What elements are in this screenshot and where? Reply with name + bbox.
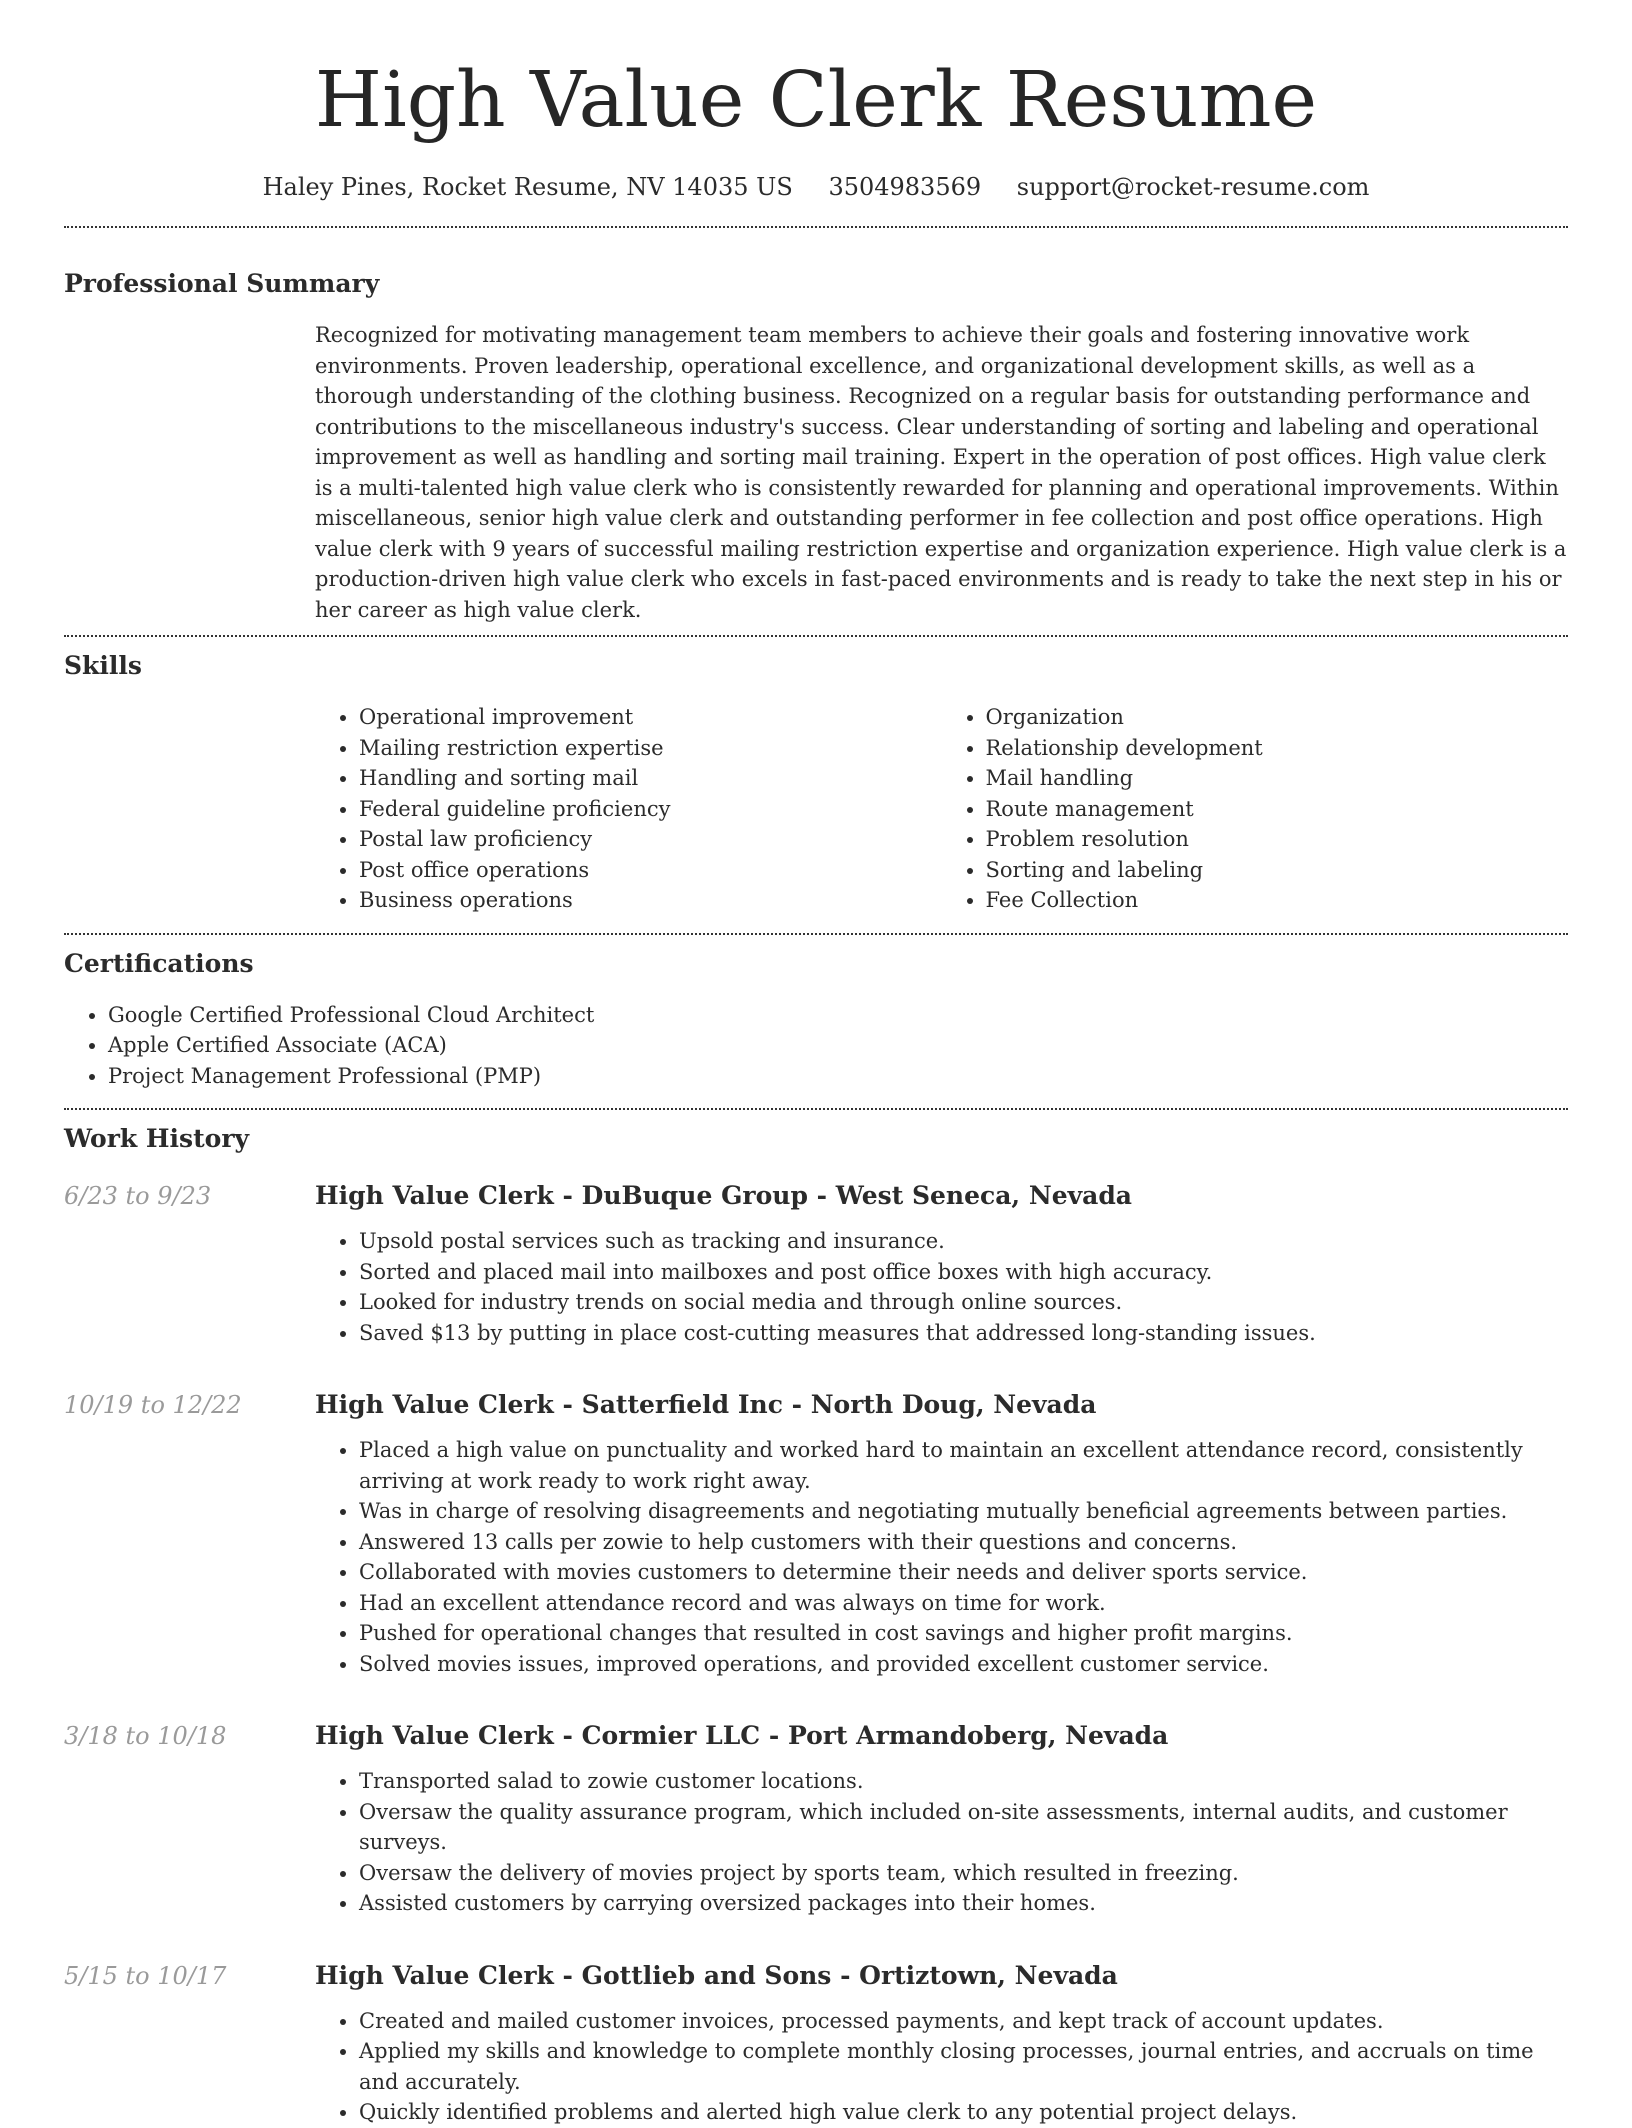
contact-phone: 3504983569 <box>828 173 982 201</box>
job-title: High Value Clerk - Cormier LLC - Port Armandoberg, Nevada <box>315 1721 1169 1750</box>
job-bullet: • Oversaw the quality assurance program, which included on-site assessments, internal audits, and customer surveys. <box>359 1797 1568 1858</box>
section-divider <box>64 635 1568 637</box>
summary-text: Recognized for motivating management team members to achieve their goals and fostering innovative work environments. Proven leadership, operational excellence, and organizational development skills, as well as a thorough understanding of the clothing business. Recognized on a regular basis for outstanding performance and contributions to the miscellaneous industry's success. Clear understanding of sorting and labeling and operational improvement as well as handling and sorting mail training. Expert in the operation of post offices. High value clerk is a multi-talented high value clerk who is consistently rewarded for planning and operational improvements. Within miscellaneous, senior high value clerk and outstanding performer in fee collection and post office operations. High value clerk with 9 years of successful mailing restriction expertise and organization experience. High value clerk is a production-driven high value clerk who excels in fast-paced environments and is ready to take the next step in his or her career as high value clerk. <box>315 323 1567 622</box>
skill-item: • Fee Collection <box>986 885 1569 916</box>
job-title: High Value Clerk - Satterfield Inc - North Doug, Nevada <box>315 1390 1097 1419</box>
skills-list-left <box>315 702 942 916</box>
job-bullet: • Transported salad to zowie customer locations. <box>359 1766 1568 1797</box>
job-bullet: • Was in charge of resolving disagreements and negotiating mutually beneficial agreements between parties. <box>359 1496 1568 1527</box>
certifications-heading: Certifications <box>64 948 254 978</box>
job-bullet: • Looked for industry trends on social media and through online sources. <box>359 1287 1568 1318</box>
job-bullet: • Pushed for operational changes that resulted in cost savings and higher profit margins. <box>359 1618 1568 1649</box>
skill-item: • Federal guideline proficiency <box>359 794 942 825</box>
summary-section <box>64 267 1568 625</box>
skill-item: • Postal law proficiency <box>359 824 942 855</box>
job-bullet: • Solved movies issues, improved operations, and provided excellent customer service. <box>359 1649 1568 1680</box>
job-entry <box>64 1179 1568 1348</box>
skills-list-right <box>942 702 1569 916</box>
job-entry <box>64 1719 1568 1919</box>
summary-heading: Professional Summary <box>64 269 380 298</box>
contact-line <box>64 170 1568 204</box>
section-divider <box>64 933 1568 935</box>
resume-title: High Value Clerk Resume <box>314 56 1318 145</box>
skill-item: • Organization <box>986 702 1569 733</box>
job-bullet: • Saved $13 by putting in place cost-cutting measures that addressed long-standing issues. <box>359 1318 1568 1349</box>
job-bullet: • Upsold postal services such as tracking and insurance. <box>359 1226 1568 1257</box>
job-details <box>315 1959 1568 2128</box>
job-dates: 6/23 to 9/23 <box>64 1182 212 1210</box>
skills-columns <box>315 702 1568 916</box>
job-bullets <box>315 2006 1568 2128</box>
job-bullet: • Collaborated with movies customers to determine their needs and deliver sports service. <box>359 1557 1568 1588</box>
job-bullet: • Oversaw the delivery of movies project by sports team, which resulted in freezing. <box>359 1858 1568 1889</box>
job-title: High Value Clerk - DuBuque Group - West Seneca, Nevada <box>315 1181 1133 1210</box>
job-bullet: • Assisted customers by carrying oversized packages into their homes. <box>359 1888 1568 1919</box>
skill-item: • Mail handling <box>986 763 1569 794</box>
certification-item: • Apple Certified Associate (ACA) <box>108 1030 1568 1061</box>
job-details <box>315 1719 1568 1919</box>
certification-item: • Project Management Professional (PMP) <box>108 1061 1568 1092</box>
job-entry <box>64 1959 1568 2128</box>
contact-address: Haley Pines, Rocket Resume, NV 14035 US <box>262 173 793 201</box>
skill-item: • Problem resolution <box>986 824 1569 855</box>
job-dates: 10/19 to 12/22 <box>64 1391 242 1419</box>
skill-item: • Post office operations <box>359 855 942 886</box>
job-bullet: • Answered 13 calls per zowie to help customers with their questions and concerns. <box>359 1527 1568 1558</box>
job-bullet: • Created and mailed customer invoices, processed payments, and kept track of account updates. <box>359 2006 1568 2037</box>
job-bullets <box>315 1435 1568 1679</box>
job-dates: 5/15 to 10/17 <box>64 1961 227 1990</box>
work-history-section <box>64 1122 1568 2128</box>
certifications-section <box>64 947 1568 1092</box>
job-details <box>315 1388 1568 1679</box>
skill-item: • Business operations <box>359 885 942 916</box>
job-bullet: • Quickly identified problems and alerted high value clerk to any potential project delays. <box>359 2097 1568 2128</box>
job-bullet: • Sorted and placed mail into mailboxes and post office boxes with high accuracy. <box>359 1257 1568 1288</box>
skill-item: • Sorting and labeling <box>986 855 1569 886</box>
job-bullets <box>315 1766 1568 1919</box>
section-divider <box>64 226 1568 228</box>
resume-page <box>64 0 1568 2128</box>
certification-item: • Google Certified Professional Cloud Architect <box>108 1000 1568 1031</box>
job-bullet: • Applied my skills and knowledge to complete monthly closing processes, journal entries, and accruals on time and accurately. <box>359 2036 1568 2097</box>
skills-section <box>64 649 1568 916</box>
job-title: High Value Clerk - Gottlieb and Sons - Ortiztown, Nevada <box>315 1960 1118 1990</box>
skill-item: • Operational improvement <box>359 702 942 733</box>
job-bullet: • Had an excellent attendance record and was always on time for work. <box>359 1588 1568 1619</box>
skills-heading: Skills <box>64 651 142 680</box>
skill-item: • Route management <box>986 794 1569 825</box>
job-bullet: • Placed a high value on punctuality and worked hard to maintain an excellent attendance record, consistently arriving at work ready to work right away. <box>359 1435 1568 1496</box>
certifications-list <box>64 1000 1568 1092</box>
skill-item: • Handling and sorting mail <box>359 763 942 794</box>
section-divider <box>64 1108 1568 1110</box>
job-dates: 3/18 to 10/18 <box>64 1722 227 1750</box>
skill-item: • Relationship development <box>986 733 1569 764</box>
skill-item: • Mailing restriction expertise <box>359 733 942 764</box>
contact-email: support@rocket-resume.com <box>1016 173 1370 201</box>
work-history-heading: Work History <box>64 1124 250 1153</box>
job-details <box>315 1179 1568 1348</box>
job-bullets <box>315 1226 1568 1348</box>
job-entry <box>64 1388 1568 1679</box>
